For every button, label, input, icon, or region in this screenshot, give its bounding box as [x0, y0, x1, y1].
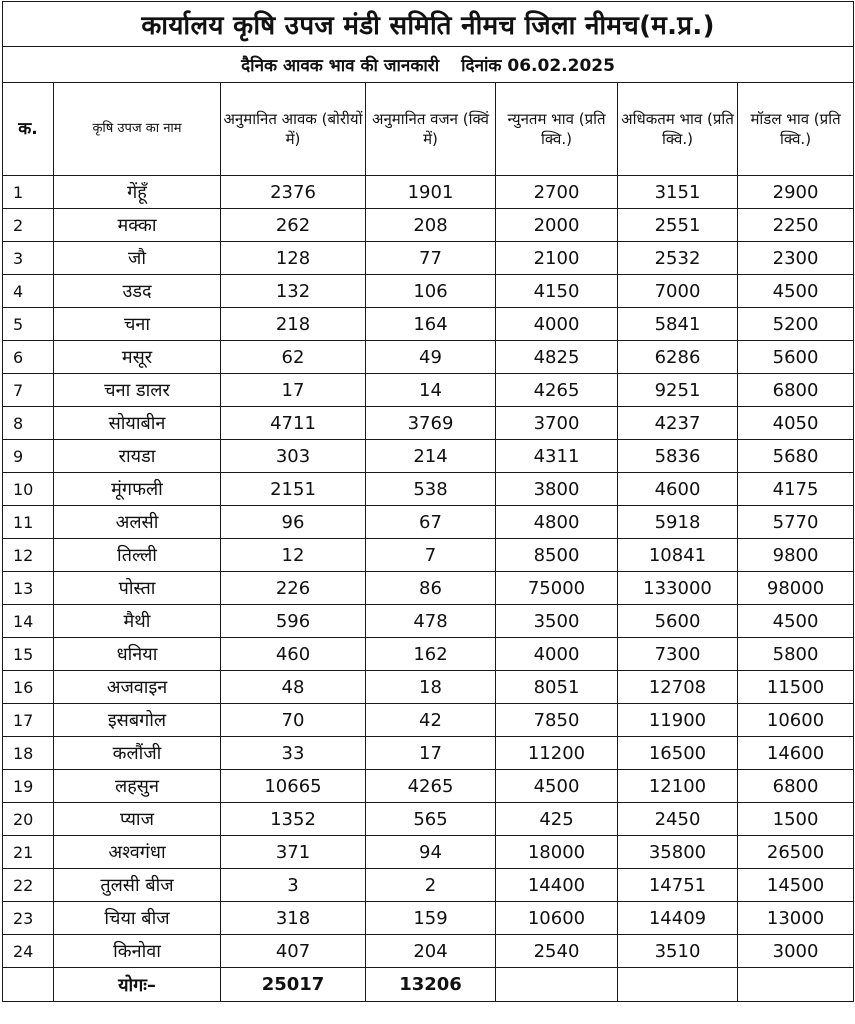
min-price-cell: 11200 — [496, 737, 618, 770]
max-price-cell: 9251 — [618, 374, 738, 407]
crop-name-cell: तिल्ली — [54, 539, 221, 572]
min-price-cell: 4311 — [496, 440, 618, 473]
crop-name-cell: किनोवा — [54, 935, 221, 968]
arrival-weight-cell: 162 — [366, 638, 496, 671]
max-price-cell: 2450 — [618, 803, 738, 836]
serial-cell: 10 — [3, 473, 54, 506]
arrival-bags-cell: 128 — [221, 242, 366, 275]
serial-cell: 12 — [3, 539, 54, 572]
arrival-bags-cell: 2376 — [221, 176, 366, 209]
max-price-cell: 133000 — [618, 572, 738, 605]
total-serial-empty — [3, 968, 54, 1002]
arrival-bags-cell: 62 — [221, 341, 366, 374]
table-row — [3, 407, 854, 440]
max-price-cell: 35800 — [618, 836, 738, 869]
max-price-cell: 5836 — [618, 440, 738, 473]
total-bags: 25017 — [221, 968, 366, 1002]
max-price-cell: 2551 — [618, 209, 738, 242]
min-price-cell: 3700 — [496, 407, 618, 440]
arrival-weight-cell: 565 — [366, 803, 496, 836]
report-subtitle — [3, 47, 854, 83]
serial-cell: 15 — [3, 638, 54, 671]
crop-name-cell: कलौंजी — [54, 737, 221, 770]
crop-name-cell: अजवाइन — [54, 671, 221, 704]
min-price-cell: 4000 — [496, 308, 618, 341]
table-row — [3, 209, 854, 242]
crop-name-cell: चना — [54, 308, 221, 341]
table-row — [3, 638, 854, 671]
max-price-cell: 12100 — [618, 770, 738, 803]
min-price-cell: 2100 — [496, 242, 618, 275]
arrival-bags-cell: 596 — [221, 605, 366, 638]
min-price-cell: 8051 — [496, 671, 618, 704]
crop-name-cell: प्याज — [54, 803, 221, 836]
arrival-weight-cell: 77 — [366, 242, 496, 275]
arrival-bags-cell: 371 — [221, 836, 366, 869]
crop-name-cell: लहसुन — [54, 770, 221, 803]
serial-cell: 1 — [3, 176, 54, 209]
table-row — [3, 935, 854, 968]
max-price-cell: 5600 — [618, 605, 738, 638]
max-price-cell: 12708 — [618, 671, 738, 704]
min-price-cell: 3800 — [496, 473, 618, 506]
arrival-weight-cell: 106 — [366, 275, 496, 308]
arrival-weight-cell: 1901 — [366, 176, 496, 209]
crop-name-cell: मक्का — [54, 209, 221, 242]
crop-name-cell: मूंगफली — [54, 473, 221, 506]
arrival-bags-cell: 12 — [221, 539, 366, 572]
crop-name-cell: मैथी — [54, 605, 221, 638]
arrival-weight-cell: 18 — [366, 671, 496, 704]
serial-cell: 8 — [3, 407, 54, 440]
min-price-cell: 4000 — [496, 638, 618, 671]
total-empty-min — [496, 968, 618, 1002]
arrival-weight-cell: 204 — [366, 935, 496, 968]
table-row — [3, 836, 854, 869]
crop-name-cell: उडद — [54, 275, 221, 308]
max-price-cell: 5841 — [618, 308, 738, 341]
arrival-bags-cell: 318 — [221, 902, 366, 935]
table-row — [3, 242, 854, 275]
header-arrival-bags: अनुमानित आवक (बोरीयों में) — [221, 83, 366, 176]
serial-cell: 13 — [3, 572, 54, 605]
header-arrival-weight: अनुमानित वजन (क्विं में) — [366, 83, 496, 176]
min-price-cell: 10600 — [496, 902, 618, 935]
modal-price-cell: 6800 — [738, 770, 854, 803]
crop-name-cell: रायडा — [54, 440, 221, 473]
modal-price-cell: 2300 — [738, 242, 854, 275]
max-price-cell: 6286 — [618, 341, 738, 374]
min-price-cell: 4800 — [496, 506, 618, 539]
max-price-cell: 7000 — [618, 275, 738, 308]
min-price-cell: 2540 — [496, 935, 618, 968]
min-price-cell: 425 — [496, 803, 618, 836]
crop-name-cell: चिया बीज — [54, 902, 221, 935]
report-date: दिनांक 06.02.2025 — [461, 56, 615, 76]
max-price-cell: 2532 — [618, 242, 738, 275]
modal-price-cell: 13000 — [738, 902, 854, 935]
table-row — [3, 671, 854, 704]
modal-price-cell: 2900 — [738, 176, 854, 209]
modal-price-cell: 5680 — [738, 440, 854, 473]
table-row — [3, 869, 854, 902]
table-row — [3, 341, 854, 374]
modal-price-cell: 14600 — [738, 737, 854, 770]
min-price-cell: 3500 — [496, 605, 618, 638]
modal-price-cell: 5800 — [738, 638, 854, 671]
modal-price-cell: 5600 — [738, 341, 854, 374]
min-price-cell: 18000 — [496, 836, 618, 869]
min-price-cell: 4825 — [496, 341, 618, 374]
serial-cell: 3 — [3, 242, 54, 275]
serial-cell: 24 — [3, 935, 54, 968]
total-label: योगः– — [54, 968, 221, 1002]
serial-cell: 7 — [3, 374, 54, 407]
table-row — [3, 539, 854, 572]
table-row — [3, 770, 854, 803]
crop-name-cell: चना डालर — [54, 374, 221, 407]
arrival-bags-cell: 3 — [221, 869, 366, 902]
table-row — [3, 605, 854, 638]
arrival-bags-cell: 33 — [221, 737, 366, 770]
arrival-bags-cell: 4711 — [221, 407, 366, 440]
arrival-weight-cell: 3769 — [366, 407, 496, 440]
max-price-cell: 3151 — [618, 176, 738, 209]
modal-price-cell: 1500 — [738, 803, 854, 836]
header-min-price: न्युनतम भाव (प्रति क्वि.) — [496, 83, 618, 176]
modal-price-cell: 5770 — [738, 506, 854, 539]
crop-name-cell: मसूर — [54, 341, 221, 374]
modal-price-cell: 4500 — [738, 605, 854, 638]
arrival-weight-cell: 42 — [366, 704, 496, 737]
serial-cell: 16 — [3, 671, 54, 704]
table-row — [3, 308, 854, 341]
crop-name-cell: तुलसी बीज — [54, 869, 221, 902]
arrival-weight-cell: 17 — [366, 737, 496, 770]
min-price-cell: 4265 — [496, 374, 618, 407]
crop-name-cell: पोस्ता — [54, 572, 221, 605]
arrival-bags-cell: 218 — [221, 308, 366, 341]
modal-price-cell: 2250 — [738, 209, 854, 242]
max-price-cell: 7300 — [618, 638, 738, 671]
total-empty-modal — [738, 968, 854, 1002]
arrival-bags-cell: 303 — [221, 440, 366, 473]
serial-cell: 5 — [3, 308, 54, 341]
modal-price-cell: 10600 — [738, 704, 854, 737]
serial-cell: 22 — [3, 869, 54, 902]
table-row — [3, 704, 854, 737]
serial-cell: 20 — [3, 803, 54, 836]
serial-cell: 4 — [3, 275, 54, 308]
min-price-cell: 8500 — [496, 539, 618, 572]
modal-price-cell: 4050 — [738, 407, 854, 440]
arrival-bags-cell: 48 — [221, 671, 366, 704]
serial-cell: 21 — [3, 836, 54, 869]
serial-cell: 6 — [3, 341, 54, 374]
modal-price-cell: 4175 — [738, 473, 854, 506]
max-price-cell: 16500 — [618, 737, 738, 770]
arrival-bags-cell: 10665 — [221, 770, 366, 803]
office-title: कार्यालय कृषि उपज मंडी समिति नीमच जिला नीमच(म.प्र.) — [3, 2, 854, 47]
header-crop-name: कृषि उपज का नाम — [54, 83, 221, 176]
serial-cell: 18 — [3, 737, 54, 770]
max-price-cell: 10841 — [618, 539, 738, 572]
table-row — [3, 374, 854, 407]
max-price-cell: 4237 — [618, 407, 738, 440]
arrival-bags-cell: 2151 — [221, 473, 366, 506]
min-price-cell: 2700 — [496, 176, 618, 209]
arrival-weight-cell: 159 — [366, 902, 496, 935]
min-price-cell: 7850 — [496, 704, 618, 737]
crop-name-cell: सोयाबीन — [54, 407, 221, 440]
arrival-weight-cell: 94 — [366, 836, 496, 869]
subtitle-text: दैनिक आवक भाव की जानकारी — [241, 56, 440, 76]
serial-cell: 23 — [3, 902, 54, 935]
modal-price-cell: 26500 — [738, 836, 854, 869]
arrival-bags-cell: 226 — [221, 572, 366, 605]
table-row — [3, 176, 854, 209]
arrival-bags-cell: 407 — [221, 935, 366, 968]
arrival-weight-cell: 49 — [366, 341, 496, 374]
modal-price-cell: 5200 — [738, 308, 854, 341]
crop-name-cell: अश्वगंधा — [54, 836, 221, 869]
table-body — [3, 176, 854, 968]
crop-name-cell: धनिया — [54, 638, 221, 671]
max-price-cell: 5918 — [618, 506, 738, 539]
arrival-bags-cell: 132 — [221, 275, 366, 308]
arrival-bags-cell: 460 — [221, 638, 366, 671]
mandi-rates-table — [2, 1, 854, 1002]
arrival-bags-cell: 1352 — [221, 803, 366, 836]
crop-name-cell: गेंहूँ — [54, 176, 221, 209]
serial-cell: 11 — [3, 506, 54, 539]
arrival-bags-cell: 262 — [221, 209, 366, 242]
modal-price-cell: 4500 — [738, 275, 854, 308]
total-empty-max — [618, 968, 738, 1002]
modal-price-cell: 6800 — [738, 374, 854, 407]
arrival-weight-cell: 478 — [366, 605, 496, 638]
header-max-price: अधिकतम भाव (प्रति क्वि.) — [618, 83, 738, 176]
arrival-bags-cell: 96 — [221, 506, 366, 539]
max-price-cell: 3510 — [618, 935, 738, 968]
min-price-cell: 75000 — [496, 572, 618, 605]
crop-name-cell: इसबगोल — [54, 704, 221, 737]
min-price-cell: 2000 — [496, 209, 618, 242]
total-row — [3, 968, 854, 1002]
min-price-cell: 14400 — [496, 869, 618, 902]
arrival-weight-cell: 538 — [366, 473, 496, 506]
serial-cell: 17 — [3, 704, 54, 737]
max-price-cell: 14751 — [618, 869, 738, 902]
arrival-bags-cell: 17 — [221, 374, 366, 407]
table-row — [3, 902, 854, 935]
min-price-cell: 4500 — [496, 770, 618, 803]
crop-name-cell: जौ — [54, 242, 221, 275]
arrival-weight-cell: 4265 — [366, 770, 496, 803]
arrival-weight-cell: 214 — [366, 440, 496, 473]
arrival-bags-cell: 70 — [221, 704, 366, 737]
max-price-cell: 11900 — [618, 704, 738, 737]
arrival-weight-cell: 208 — [366, 209, 496, 242]
serial-cell: 14 — [3, 605, 54, 638]
crop-name-cell: अलसी — [54, 506, 221, 539]
modal-price-cell: 9800 — [738, 539, 854, 572]
serial-cell: 9 — [3, 440, 54, 473]
modal-price-cell: 3000 — [738, 935, 854, 968]
header-modal-price: मॉडल भाव (प्रति क्वि.) — [738, 83, 854, 176]
modal-price-cell: 14500 — [738, 869, 854, 902]
modal-price-cell: 11500 — [738, 671, 854, 704]
table-row — [3, 275, 854, 308]
table-row — [3, 737, 854, 770]
arrival-weight-cell: 164 — [366, 308, 496, 341]
total-weight: 13206 — [366, 968, 496, 1002]
arrival-weight-cell: 86 — [366, 572, 496, 605]
modal-price-cell: 98000 — [738, 572, 854, 605]
arrival-weight-cell: 67 — [366, 506, 496, 539]
table-row — [3, 803, 854, 836]
arrival-weight-cell: 7 — [366, 539, 496, 572]
serial-cell: 19 — [3, 770, 54, 803]
table-row — [3, 572, 854, 605]
max-price-cell: 14409 — [618, 902, 738, 935]
max-price-cell: 4600 — [618, 473, 738, 506]
column-header-row — [3, 83, 854, 176]
table-row — [3, 440, 854, 473]
min-price-cell: 4150 — [496, 275, 618, 308]
table-row — [3, 506, 854, 539]
header-serial: क. — [3, 83, 54, 176]
arrival-weight-cell: 14 — [366, 374, 496, 407]
arrival-weight-cell: 2 — [366, 869, 496, 902]
serial-cell: 2 — [3, 209, 54, 242]
table-row — [3, 473, 854, 506]
